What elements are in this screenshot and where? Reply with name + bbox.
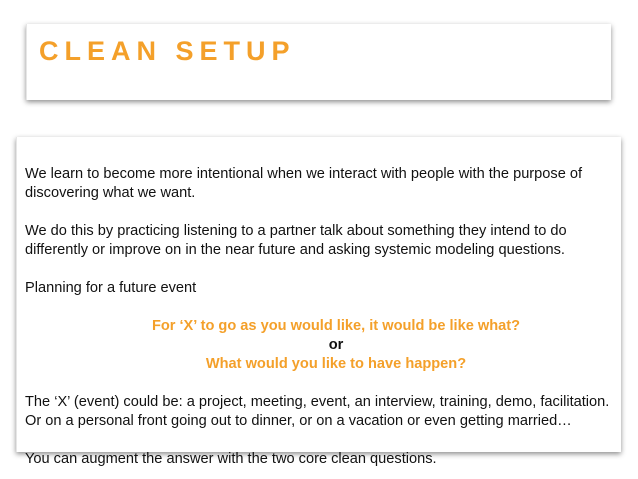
body-card <box>16 137 621 467</box>
planning-heading: Planning for a future event <box>25 280 197 296</box>
augment-line: You can augment the answer with the two core clean questions. <box>25 451 437 467</box>
practice-line-2: differently or improve on in the near future and asking systemic modeling questions. <box>25 242 565 258</box>
spacer <box>25 298 617 317</box>
practice-line-1: We do this by practicing listening to a partner talk about something they intend to do <box>25 223 567 239</box>
event-line-2: Or on a personal front going out to dinner, or on a vacation or even getting married… <box>25 413 572 429</box>
spacer <box>25 260 617 279</box>
event-line-1: The ‘X’ (event) could be: a project, meeting, event, an interview, training, demo, facilitation. <box>25 394 610 410</box>
body-content <box>25 165 617 469</box>
slide-title: CLEAN SETUP <box>39 36 296 66</box>
intro-line-1: We learn to become more intentional when we interact with people with the purpose of <box>25 166 583 182</box>
clean-question-1: For ‘X’ to go as you would like, it would be like what? <box>151 318 521 334</box>
spacer <box>25 203 617 222</box>
spacer <box>25 431 617 450</box>
intro-line-2: discovering what we want. <box>25 185 196 201</box>
or-separator: or <box>328 337 344 353</box>
title-card <box>26 24 611 100</box>
spacer <box>25 374 617 393</box>
clean-question-2: What would you like to have happen? <box>205 356 467 372</box>
